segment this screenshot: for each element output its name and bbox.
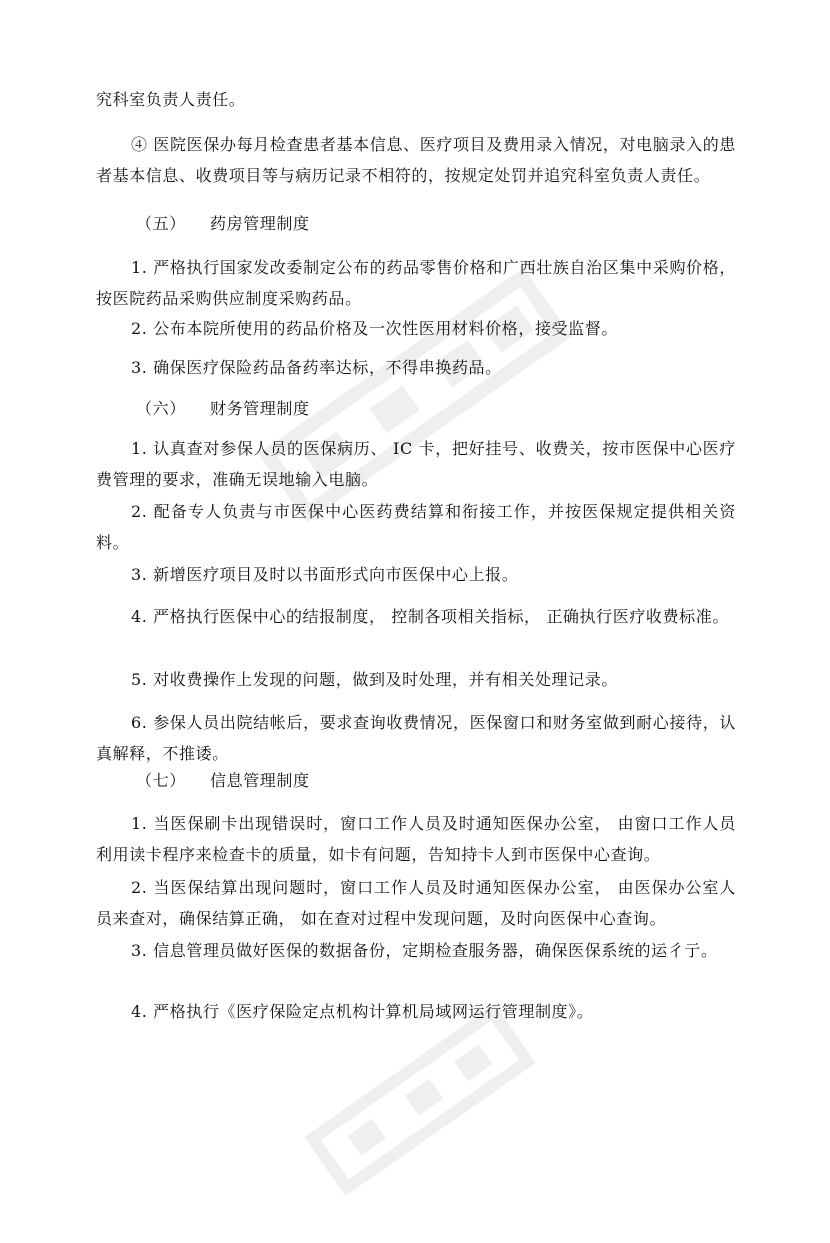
section-number: （五）: [136, 214, 186, 233]
list-item: 4. 严格执行医保中心的结报制度， 控制各项相关指标， 正确执行医疗收费标准。: [131, 607, 729, 626]
section-title: 药房管理制度: [210, 214, 310, 233]
section-number: （七）: [136, 771, 186, 790]
paragraph-item-4: ④ 医院医保办每月检查患者基本信息、医疗项目及费用录入情况，对电脑录入的患者基本信息、收费项目等与病历记录不相符的，按规定处罚并追究科室负责人责任。: [96, 135, 736, 185]
list-item: 1. 严格执行国家发改委制定公布的药品零售价格和广西壮族自治区集中采购价格，按医院药品采购供应制度采购药品。: [96, 258, 736, 308]
list-item: 2. 公布本院所使用的药品价格及一次性医用材料价格，接受监督。: [131, 319, 618, 338]
list-item: 4. 严格执行《医疗保险定点机构计算机局域网运行管理制度》。: [131, 1002, 594, 1021]
section-title: 财务管理制度: [210, 399, 310, 418]
list-item: 6. 参保人员出院结帐后，要求查询收费情况，医保窗口和财务室做到耐心接待，认真解释，不推诿。: [96, 713, 736, 763]
list-item: 1. 认真查对参保人员的医保病历、 IC 卡，把好挂号、收费关，按市医保中心医疗费管理的要求，准确无误地输入电脑。: [96, 439, 736, 489]
list-item: 3. 信息管理员做好医保的数据备份，定期检查服务器，确保医保系统的运彳亍。: [131, 941, 718, 960]
list-item: 5. 对收费操作上发现的问题，做到及时处理，并有相关处理记录。: [131, 670, 618, 689]
list-item: 3. 新增医疗项目及时以书面形式向市医保中心上报。: [131, 565, 519, 584]
section-heading-7: [136, 765, 310, 796]
list-item: 3. 确保医疗保险药品备药率达标，不得串换药品。: [131, 358, 502, 377]
section-heading-5: [136, 208, 310, 239]
list-item: 2. 配备专人负责与市医保中心医药费结算和衔接工作，并按医保规定提供相关资料。: [96, 502, 736, 552]
section-heading-6: [136, 393, 310, 424]
paragraph-intro-tail: 究科室负责人责任。: [96, 90, 246, 109]
section-number: （六）: [136, 399, 186, 418]
list-item: 1. 当医保刷卡出现错误时，窗口工作人员及时通知医保办公室， 由窗口工作人员利用读卡程序来检查卡的质量，如卡有问题，告知持卡人到市医保中心查询。: [96, 814, 736, 864]
section-title: 信息管理制度: [210, 771, 310, 790]
list-item: 2. 当医保结算出现问题时，窗口工作人员及时通知医保办公室， 由医保办公室人员来查对，确保结算正确， 如在查对过程中发现问题，及时向医保中心查询。: [96, 878, 736, 928]
